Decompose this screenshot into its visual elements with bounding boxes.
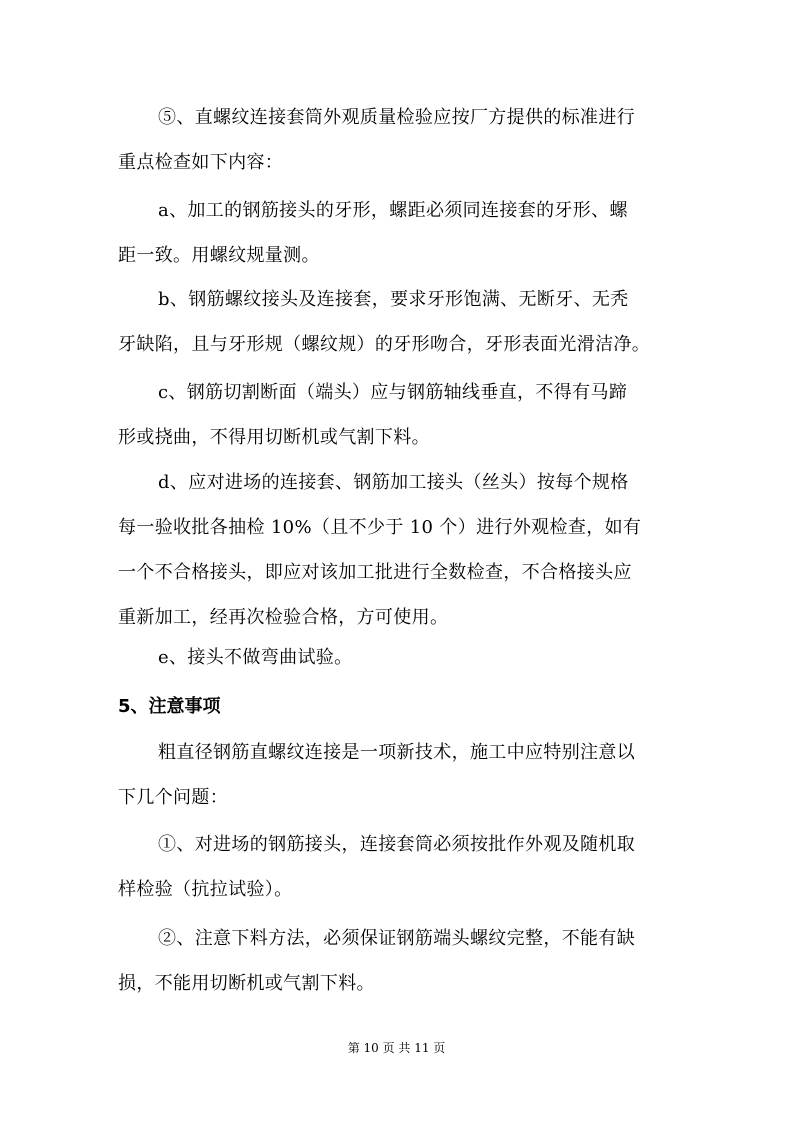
text-line: 下几个问题：	[118, 787, 229, 808]
paragraph-item-c	[118, 370, 678, 460]
text-line: a、加工的钢筋接头的牙形，螺距必须同连接套的牙形、螺	[158, 200, 628, 221]
text-line: 样检验（抗拉试验）。	[118, 879, 293, 900]
text-line: ②、注意下料方法，必须保证钢筋端头螺纹完整，不能有缺	[158, 928, 636, 949]
text-line: b、钢筋螺纹接头及连接套，要求牙形饱满、无断牙、无秃	[158, 289, 629, 310]
paragraph-item-e	[118, 635, 678, 680]
note-item-1	[118, 822, 678, 912]
text-line: 牙缺陷，且与牙形规（螺纹规）的牙形吻合，牙形表面光滑洁净。	[118, 334, 651, 355]
paragraph-item-b	[118, 277, 678, 367]
page-number-footer: 第 10 页 共 11 页	[347, 1041, 446, 1055]
text-line: 粗直径钢筋直螺纹连接是一项新技术，施工中应特别注意以	[158, 742, 636, 763]
section-heading: 5、注意事项	[118, 696, 221, 717]
text-line: ①、对进场的钢筋接头，连接套筒必须按批作外观及随机取	[158, 834, 636, 855]
paragraph-item-a	[118, 188, 678, 278]
paragraph-item-d	[118, 460, 678, 640]
text-line: 一个不合格接头，即应对该加工批进行全数检查，不合格接头应	[118, 562, 632, 583]
paragraph-item-5	[118, 95, 678, 185]
intro-paragraph	[118, 730, 678, 820]
note-item-2	[118, 916, 678, 1006]
text-line: 形或挠曲，不得用切断机或气割下料。	[118, 427, 430, 448]
text-line: 重新加工，经再次检验合格，方可使用。	[118, 607, 449, 628]
text-line: 距一致。用螺纹规量测。	[118, 245, 320, 266]
text-line: 损，不能用切断机或气割下料。	[118, 973, 375, 994]
text-line: c、钢筋切割断面（端头）应与钢筋轴线垂直，不得有马蹄	[158, 382, 628, 403]
text-line: e、接头不做弯曲试验。	[158, 647, 353, 668]
text-line: 每一验收批各抽检 10%（且不少于 10 个）进行外观检查，如有	[118, 517, 642, 538]
text-line: d、应对进场的连接套、钢筋加工接头（丝头）按每个规格	[158, 472, 629, 493]
text-line: 重点检查如下内容：	[118, 152, 284, 173]
text-line: ⑤、直螺纹连接套筒外观质量检验应按厂方提供的标准进行	[158, 107, 636, 128]
